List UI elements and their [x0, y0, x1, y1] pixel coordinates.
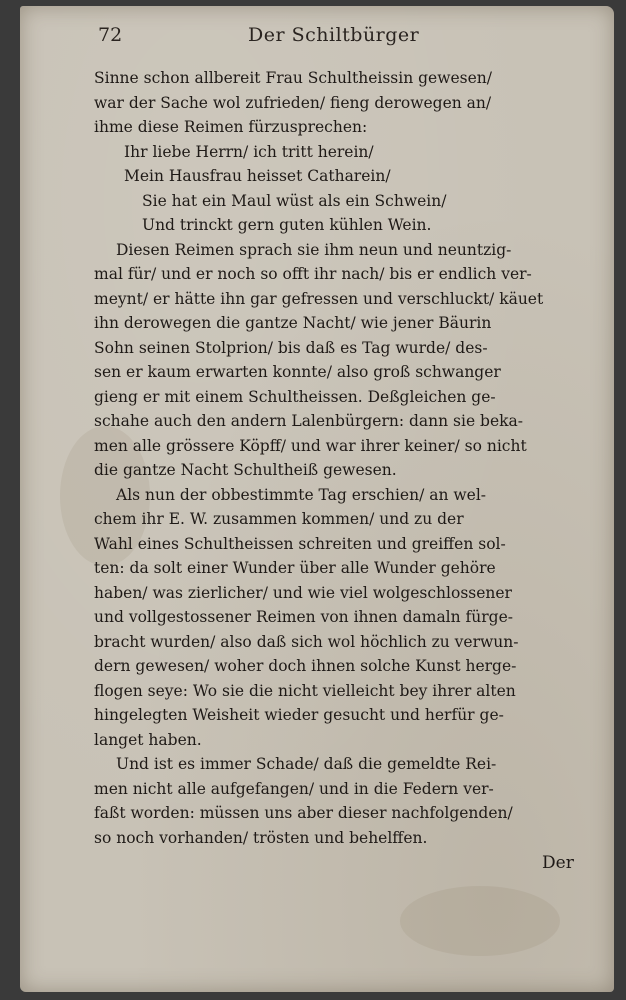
text-line: bracht wurden/ also daß sich wol höchlich zu verwun-	[94, 632, 519, 651]
text-line: Sie hat ein Maul wüst als ein Schwein/	[142, 191, 447, 210]
text-line: men nicht alle aufgefangen/ und in die Federn ver-	[94, 779, 494, 798]
text-line: hingelegten Weisheit wieder gesucht und herfür ge-	[94, 706, 504, 724]
text-line: Mein Hausfrau heisset Catharein/	[124, 167, 391, 185]
page-number: 72	[98, 24, 123, 46]
running-head: Der Schiltbürger	[248, 24, 420, 46]
text-line: chem ihr E. W. zusammen kommen/ und zu der	[94, 510, 464, 528]
text-line: Und trinckt gern guten kühlen Wein.	[142, 216, 432, 234]
text-line: Und ist es immer Schade/ daß die gemeldte Rei-	[116, 755, 497, 773]
text-line: mal für/ und er noch so offt ihr nach/ bis er endlich ver-	[94, 265, 532, 283]
text-line: Als nun der obbestimmte Tag erschien/ an wel-	[116, 485, 487, 504]
text-line: Diesen Reimen sprach sie ihm neun und neuntzig-	[116, 240, 512, 259]
paper-stain	[400, 886, 560, 956]
text-line: ten: da solt einer Wunder über alle Wunder gehöre	[94, 559, 496, 577]
page-header	[20, 24, 614, 52]
text-line: haben/ was zierlicher/ und wie viel wolgeschlossener	[94, 583, 512, 602]
text-line: gieng er mit einem Schultheissen. Deßgleichen ge-	[94, 387, 496, 406]
body-text	[94, 66, 594, 850]
text-line: Sohn seinen Stolprion/ bis daß es Tag wurde/ des-	[94, 338, 488, 357]
text-line: flogen seye: Wo sie die nicht vielleicht bey ihrer alten	[94, 681, 516, 700]
text-line: schahe auch den andern Lalenbürgern: dann sie beka-	[94, 412, 524, 430]
text-line: so noch vorhanden/ trösten und behelffen.	[94, 828, 428, 847]
text-line: war der Sache wol zufrieden/ fieng derowegen an/	[94, 93, 492, 112]
text-line: langet haben.	[94, 730, 202, 749]
text-line: meynt/ er hätte ihn gar gefressen und verschluckt/ käuet	[94, 289, 544, 308]
text-line: sen er kaum erwarten konnte/ also groß schwanger	[94, 363, 501, 381]
text-line: men alle grössere Köpff/ und war ihrer keiner/ so nicht	[94, 436, 527, 455]
book-page	[20, 6, 614, 992]
text-line: Ihr liebe Herrn/ ich tritt herein/	[124, 142, 374, 161]
catchword: Der	[542, 853, 574, 873]
text-line: die gantze Nacht Schultheiß gewesen.	[94, 461, 397, 479]
text-line: ihn derowegen die gantze Nacht/ wie jener Bäurin	[94, 314, 492, 332]
text-line: Sinne schon allbereit Frau Schultheissin gewesen/	[94, 69, 492, 87]
text-line: dern gewesen/ woher doch ihnen solche Kunst herge-	[94, 657, 517, 675]
text-line: faßt worden: müssen uns aber dieser nachfolgenden/	[94, 804, 513, 822]
text-line: und vollgestossener Reimen von ihnen damaln fürge-	[94, 608, 514, 626]
text-line: Wahl eines Schultheissen schreiten und greiffen sol-	[94, 534, 506, 553]
text-line: ihme diese Reimen fürzusprechen:	[94, 118, 368, 136]
